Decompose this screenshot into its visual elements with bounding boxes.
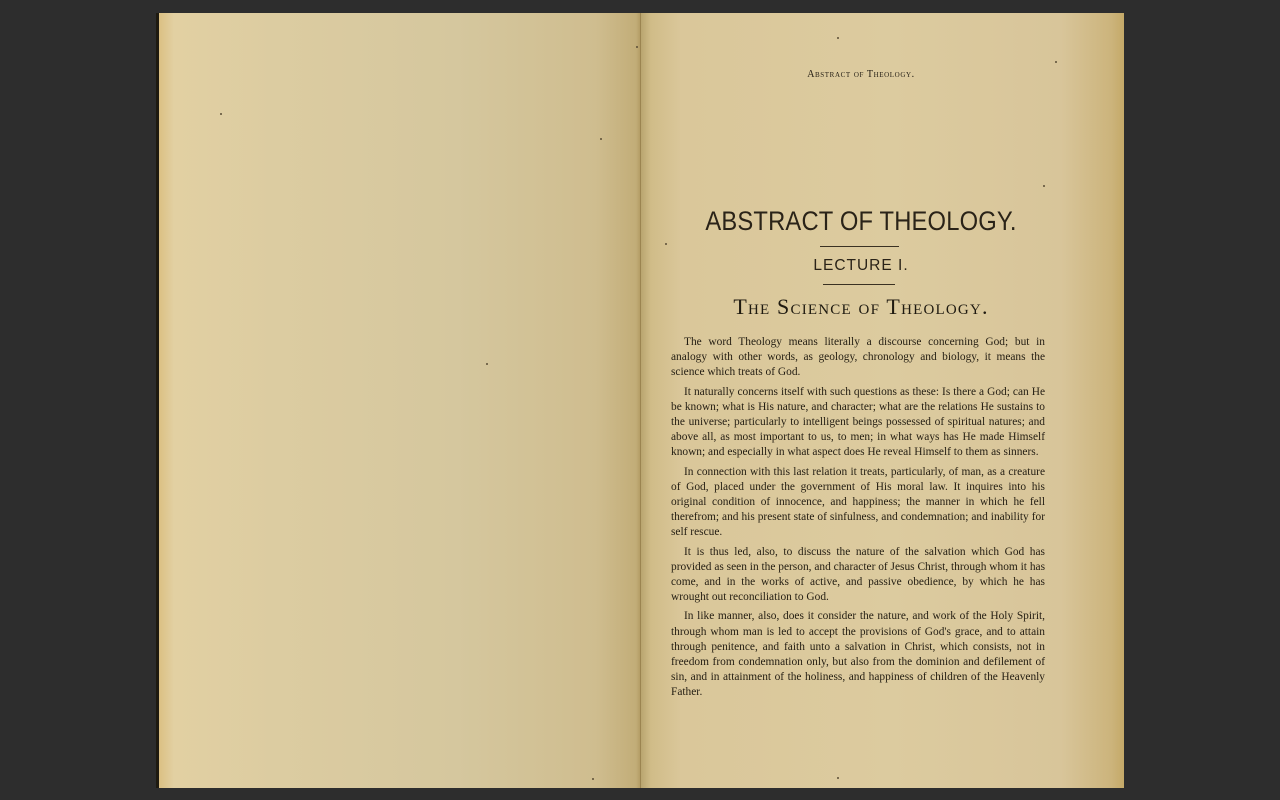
section-title: The Science of Theology. (733, 294, 989, 319)
left-page-blank (156, 13, 640, 788)
lecture-rule (823, 284, 895, 285)
paragraph: It is thus led, also, to discuss the nature of the salvation which God has provided as seen in the person, and character of Jesus Christ, through whom it has come, and in the works of active, and passive obedience, by which he has wrought out reconciliation to God. (671, 545, 1045, 604)
title-rule (820, 246, 899, 247)
page-title: ABSTRACT OF THEOLOGY. (705, 206, 1017, 236)
body-text (671, 335, 1045, 705)
paper-speck (1043, 185, 1045, 187)
paper-speck (665, 243, 667, 245)
paper-speck (220, 113, 222, 115)
paragraph: It naturally concerns itself with such questions as these: Is there a God; can He be known; what is His nature, and character; what are the relations He sustains to the universe; particularly to intelligent beings possessed of spiritual natures; and above all, as most important to us, to men; in what ways has He made Himself known; and especially in what aspect does He reveal Himself to them as sinners. (671, 385, 1045, 459)
lecture-heading: LECTURE I. (813, 257, 909, 274)
paragraph: The word Theology means literally a discourse concerning God; but in analogy with other words, as geology, chronology and biology, it means the science which treats of God. (671, 336, 1045, 379)
paper-speck (486, 363, 488, 365)
paper-speck (592, 778, 594, 780)
paragraph: In connection with this last relation it treats, particularly, of man, as a creature of God, placed under the government of His moral law. It inquires into his original condition of innocence, and happiness; the manner in which he fell therefrom; and his present state of sinfulness, and condemnation; and inability for self rescue. (671, 465, 1045, 539)
paper-speck (837, 37, 839, 39)
right-page (641, 13, 1124, 788)
book-spread (156, 13, 1124, 788)
paper-speck (1055, 61, 1057, 63)
running-head: Abstract of Theology. (807, 69, 915, 80)
paragraph: In like manner, also, does it consider the nature, and work of the Holy Spirit, through whom man is led to accept the provisions of God's grace, and to attain through penitence, and faith unto a salvation in Christ, which consists, not in freedom from condemnation only, but also from the dominion and defilement of sin, and in attainment of the holiness, and happiness of children of the Heavenly Father. (671, 610, 1045, 699)
paper-speck (600, 138, 602, 140)
paper-speck (636, 46, 638, 48)
paper-speck (837, 777, 839, 779)
